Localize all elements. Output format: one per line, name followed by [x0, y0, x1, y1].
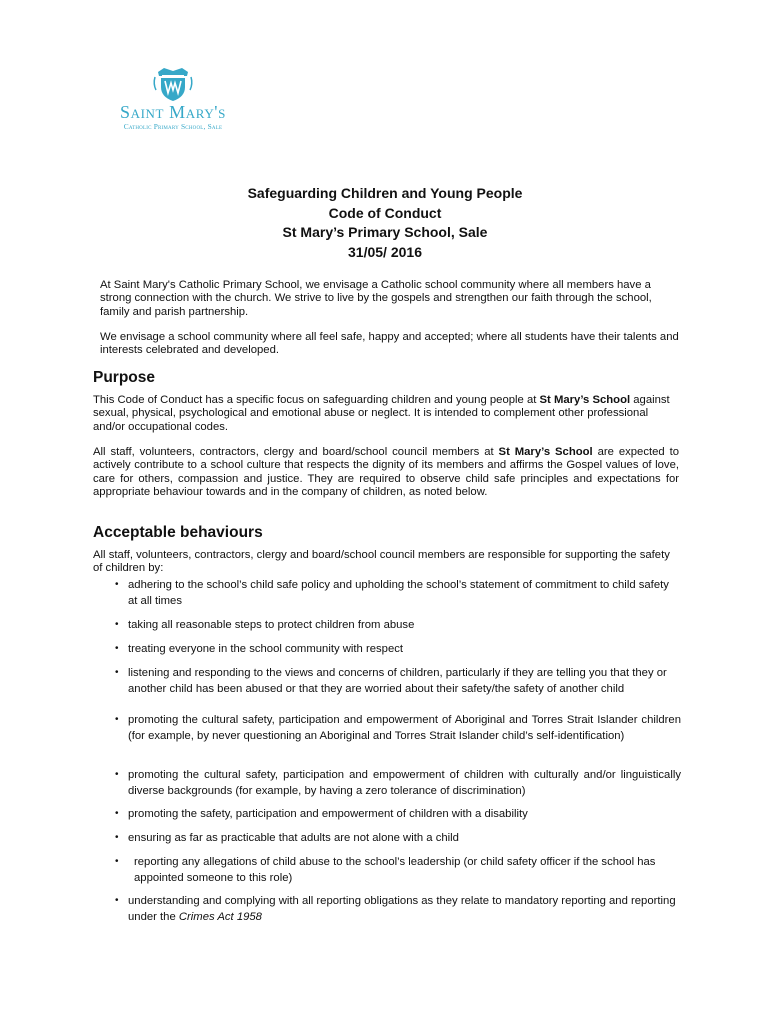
purpose-paragraph-1 — [93, 394, 679, 434]
list-item-text: listening and responding to the views and concerns of children, particularly if they are telling you that they or another child has been abused or that they are worried about their safety/the safety of another child — [128, 667, 667, 696]
document-title — [0, 184, 770, 262]
list-item — [115, 854, 681, 887]
purpose-paragraph-2 — [93, 446, 679, 499]
list-item — [115, 767, 681, 800]
list-item — [115, 830, 681, 846]
list-item — [115, 893, 681, 926]
bullet-icon: • — [115, 895, 119, 906]
list-item-text: promoting the safety, participation and empowerment of children with a disability — [128, 808, 528, 820]
list-item — [115, 577, 681, 610]
purpose-p1-text: This Code of Conduct has a specific focus on safeguarding children and young people at — [93, 394, 540, 406]
list-item-text: adhering to the school’s child safe policy and upholding the school’s statement of commitment to child safety at all times — [128, 579, 669, 608]
act-name: Crimes Act 1958 — [178, 911, 262, 924]
logo-school-name: Saint Mary's — [120, 102, 226, 122]
behaviours-lead: All staff, volunteers, contractors, clergy and board/school council members are responsible for supporting the safety of children by: — [93, 549, 670, 575]
school-logo — [108, 66, 238, 136]
school-name-bold: St Mary’s School — [539, 394, 631, 406]
purpose-p2-text-end: are expected to actively contribute to a school culture that respects the dignity of its members and affirms the Gospel values of love, care for others, compassion and justice. They are required to observe child safe principles and expectations for appropriate behaviour towards and in the company of children, as noted below. — [93, 446, 680, 498]
logo-school-subtitle: Catholic Primary School, Sale — [123, 122, 223, 131]
bullet-icon: • — [115, 643, 119, 654]
list-item-text: reporting any allegations of child abuse to the school’s leadership (or child safety officer if the school has appointed someone to this role) — [134, 856, 656, 885]
intro-paragraph-1: At Saint Mary's Catholic Primary School, we envisage a Catholic school community where all members have a strong connection with the church. We strive to live by the gospels and strengthen our faith through the school, family and parish partnership. — [100, 279, 652, 318]
list-item — [115, 641, 681, 657]
list-item-text: promoting the cultural safety, participation and empowerment of Aboriginal and Torres Strait Islander children (for example, by never questioning an Aboriginal and Torres Strait Islander child’s self-identification) — [128, 714, 681, 743]
purpose-p1-text-end: against sexual, physical, psychological and emotional abuse or neglect. It is intended to complement other professional and/or occupational codes. — [93, 394, 670, 433]
title-line-1: Safeguarding Children and Young People — [247, 185, 523, 201]
list-item — [115, 712, 681, 745]
list-item-text: ensuring as far as practicable that adults are not alone with a child — [128, 832, 459, 844]
bullet-icon: • — [115, 714, 119, 725]
bullet-icon: • — [115, 856, 119, 867]
school-crest-icon — [152, 66, 194, 102]
list-item — [115, 665, 681, 698]
bullet-icon: • — [115, 769, 119, 780]
list-item-text: taking all reasonable steps to protect children from abuse — [128, 619, 415, 631]
title-line-4: 31/05/ 2016 — [348, 243, 422, 260]
bullet-icon: • — [115, 619, 119, 630]
behaviours-heading: Acceptable behaviours — [93, 524, 263, 541]
list-item-text — [128, 893, 681, 926]
list-item-text-main: understanding and complying with all reporting obligations as they relate to mandatory reporting and reporting under the — [128, 895, 676, 924]
bullet-icon: • — [115, 832, 119, 843]
bullet-icon: • — [115, 579, 119, 590]
intro-paragraph-2: We envisage a school community where all feel safe, happy and accepted; where all students have their talents and interests celebrated and developed. — [100, 331, 679, 357]
list-item-text: promoting the cultural safety, participation and empowerment of children with culturally and/or linguistically diverse backgrounds (for example, by having a zero tolerance of discrimination) — [128, 769, 681, 798]
bullet-icon: • — [115, 667, 119, 678]
bullet-icon: • — [115, 808, 119, 819]
school-name-bold: St Mary’s School — [498, 446, 593, 458]
title-line-2: Code of Conduct — [328, 204, 442, 221]
list-item — [115, 806, 681, 822]
title-line-3: St Mary’s Primary School, Sale — [282, 224, 488, 240]
purpose-heading: Purpose — [93, 369, 156, 386]
list-item — [115, 617, 681, 633]
purpose-p2-text: All staff, volunteers, contractors, clergy and board/school council members at — [93, 446, 499, 458]
list-item-text: treating everyone in the school community with respect — [128, 643, 404, 655]
